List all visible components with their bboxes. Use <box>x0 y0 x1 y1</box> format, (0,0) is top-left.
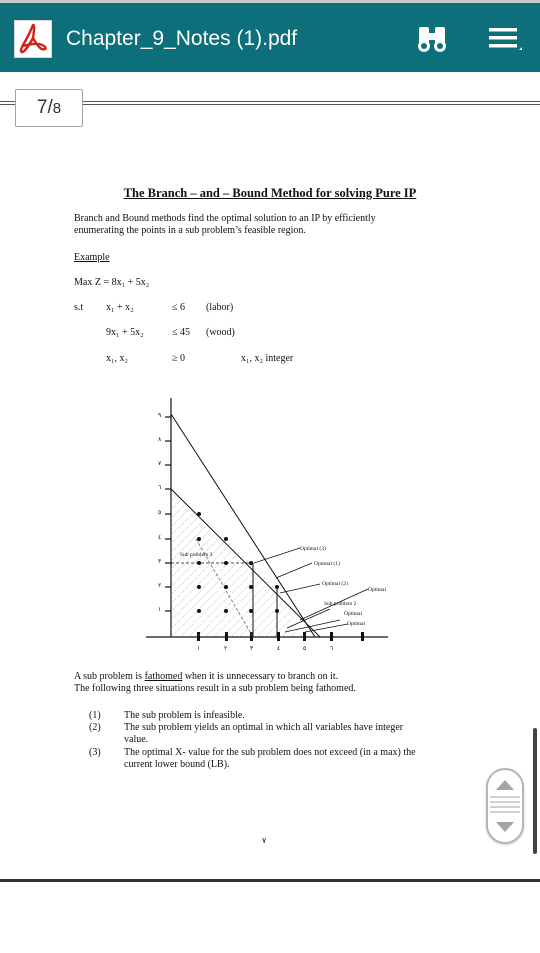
page-indicator[interactable] <box>15 89 83 127</box>
condition-2-text-cont: value. <box>124 734 149 745</box>
intro-line-2: enumerating the points in a sub problem’s feasible region. <box>74 225 306 236</box>
branch-bound-figure <box>140 388 400 653</box>
page-up-icon[interactable] <box>496 780 514 790</box>
page-navigation-control[interactable] <box>486 768 524 844</box>
constraint-3-rel: ≥ 0 <box>172 353 185 364</box>
y-tick-5: ٥ <box>158 510 162 516</box>
y-tick-3: ٣ <box>158 559 162 565</box>
x-tick-5: ٥ <box>303 646 307 652</box>
constraint-1-note: (labor) <box>206 302 234 313</box>
intro-line-1: Branch and Bound methods find the optimal solution to an IP by efficiently <box>74 213 376 224</box>
condition-3-number: (3) <box>89 747 101 758</box>
intro-paragraph <box>74 213 444 237</box>
x-tick-3: ٣ <box>250 646 254 652</box>
condition-3-text: The optimal X- value for the sub problem does not exceed (in a max) the <box>124 747 416 758</box>
optimal-label-b: Optimal <box>344 611 363 617</box>
constraint-3-lhs: x₁, x₂ <box>106 353 128 364</box>
total-pages: 8 <box>52 99 62 117</box>
page-number: ٧ <box>262 836 267 845</box>
sub-problem-3-label: Sub problem 3 <box>180 552 213 558</box>
optimal-1-label: Optimal (1) <box>314 561 340 567</box>
fathomed-post: when it is unnecessary to branch on it. <box>182 671 339 682</box>
constraint-2-lhs: 9x₁ + 5x₂ <box>106 327 144 338</box>
constraint-2-note: (wood) <box>206 327 235 338</box>
y-tick-8: ٨ <box>158 437 162 443</box>
fathomed-line-2: The following three situations result in a sub problem being fathomed. <box>74 683 356 694</box>
binoculars-icon[interactable] <box>412 19 452 59</box>
acrobat-pdf-icon[interactable] <box>14 20 52 58</box>
st-label: s.t <box>74 302 84 313</box>
condition-3-text-cont: current lower bound (LB). <box>124 759 230 770</box>
x-tick-6: ٦ <box>330 646 334 652</box>
hamburger-menu-icon[interactable] <box>484 19 524 59</box>
condition-1-text: The sub problem is infeasible. <box>124 710 245 721</box>
optimal-2-label: Optimal (2) <box>322 581 348 587</box>
constraint-3-note: x₁, x₂ integer <box>241 353 294 364</box>
x-tick-2: ٢ <box>224 646 228 652</box>
y-tick-labels <box>158 413 162 613</box>
y-tick-2: ٢ <box>158 583 162 589</box>
constraint-1-rel: ≤ 6 <box>172 302 185 313</box>
page-bottom-border <box>0 879 540 882</box>
app-bar <box>0 0 540 72</box>
sub-problem-2-label: Sub problem 2 <box>324 601 357 607</box>
y-tick-7: ٧ <box>158 461 162 467</box>
fathomed-word: fathomed <box>144 671 183 682</box>
condition-2-text: The sub problem yields an optimal in which all variables have integer <box>124 722 404 733</box>
vertical-scrollbar[interactable] <box>533 728 537 854</box>
condition-2-number: (2) <box>89 722 101 733</box>
optimal-label-c: Optimal <box>347 621 366 627</box>
condition-1-number: (1) <box>89 710 101 721</box>
grip-lines-icon <box>490 796 520 816</box>
constraint-1-lhs: x₁ + x₂ <box>106 302 134 313</box>
example-heading: Example <box>74 252 110 263</box>
document-title: Chapter_9_Notes (1).pdf <box>66 27 298 50</box>
x-tick-1: ١ <box>197 646 201 652</box>
fathomed-sentence <box>74 671 338 683</box>
objective-function: Max Z = 8x₁ + 5x₂ <box>74 277 150 288</box>
page-down-icon[interactable] <box>496 822 514 832</box>
x-tick-labels <box>197 646 333 652</box>
optimal-label-a: Optimal <box>368 587 387 593</box>
y-tick-1: ١ <box>158 607 162 613</box>
y-axis-ticks <box>165 417 171 611</box>
document-heading: The Branch – and – Bound Method for solving Pure IP <box>123 186 417 200</box>
current-page: 7/ <box>36 97 53 118</box>
fathomed-pre: A sub problem is <box>74 671 145 682</box>
y-tick-4: ٤ <box>158 535 162 541</box>
constraint-2-rel: ≤ 45 <box>172 327 190 338</box>
y-tick-6: ٦ <box>158 485 162 491</box>
x-tick-4: ٤ <box>277 646 281 652</box>
optimal-3-label: Optimal (3) <box>300 546 326 552</box>
y-tick-9: ٩ <box>158 413 162 419</box>
